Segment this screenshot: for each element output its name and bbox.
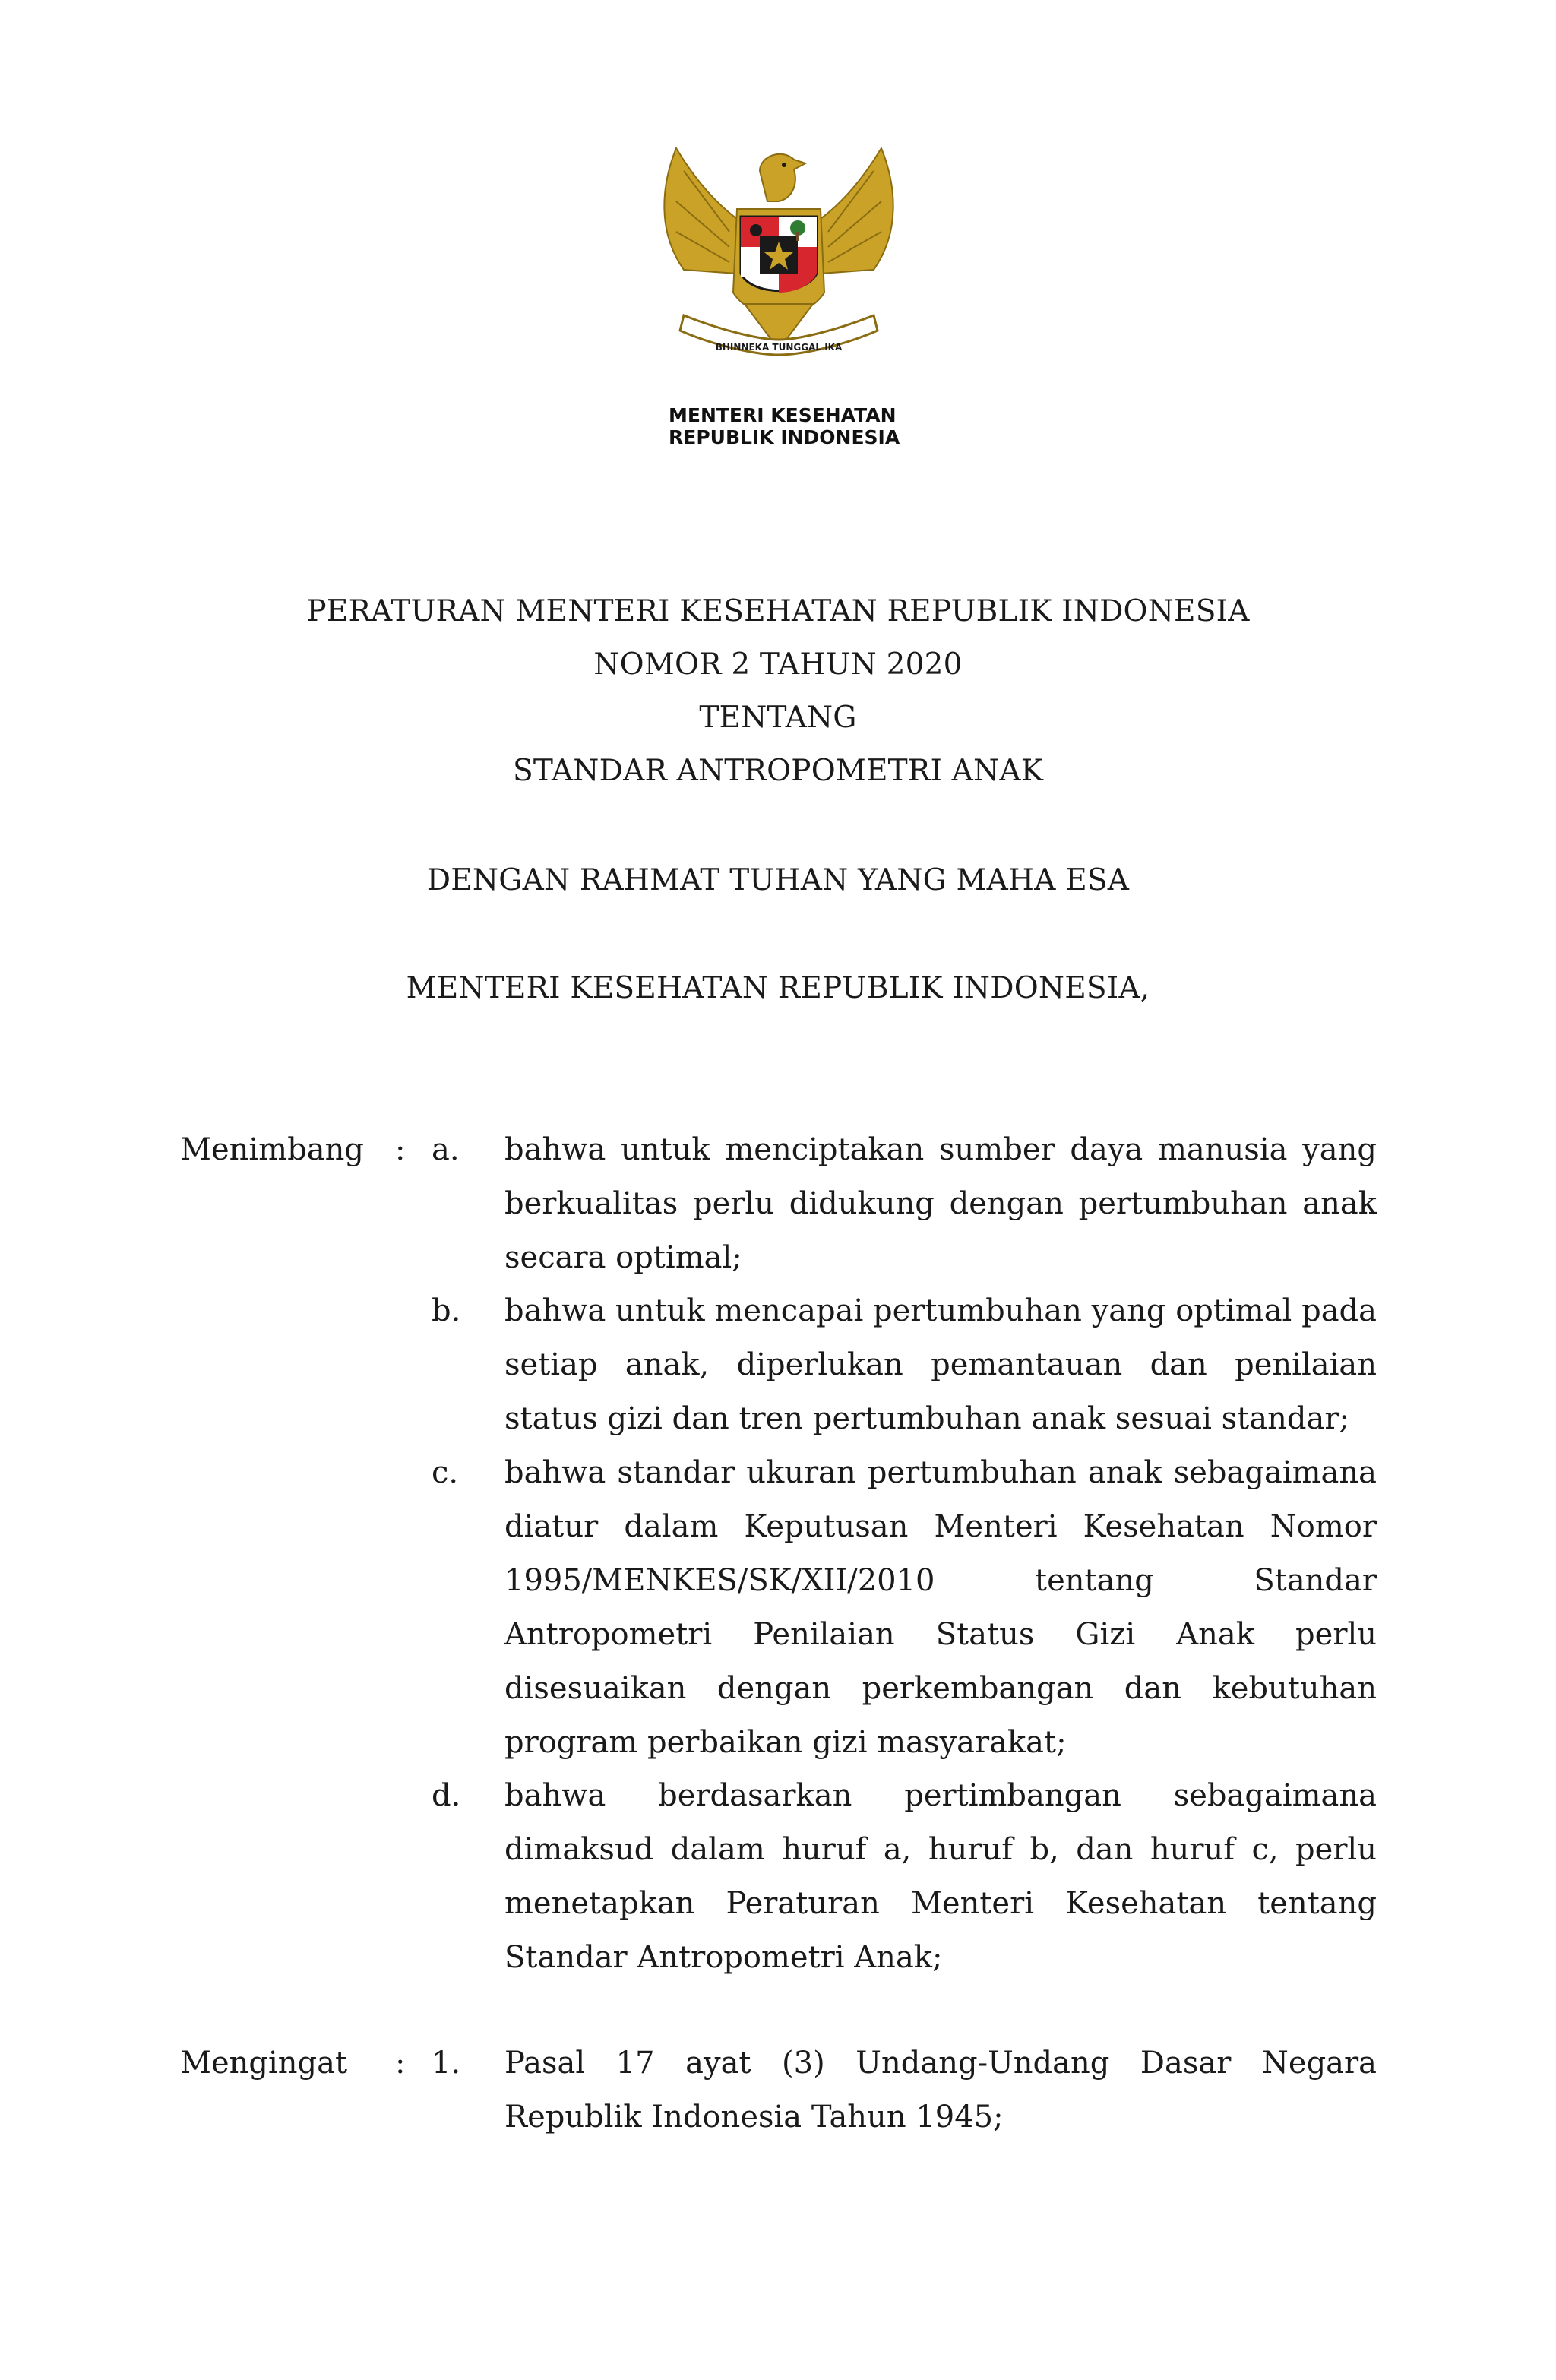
menimbang-item-d: bahwa berdasarkan pertimbangan sebagaimana dimaksud dalam huruf a, huruf b, dan huruf c, perlu menetapkan Peraturan Menteri Kesehatan tentang Standar Antropometri Anak; (504, 1778, 1377, 1975)
menimbang-item-b: bahwa untuk mencapai pertumbuhan yang optimal pada setiap anak, diperlukan pemantauan dan penilaian status gizi dan tren pertumbuhan anak sesuai standar; (504, 1293, 1377, 1436)
menimbang-marker-d: d. (432, 1778, 461, 1813)
regulation-number: NOMOR 2 TAHUN 2020 (593, 647, 963, 682)
mengingat-item-1: Pasal 17 ayat (3) Undang-Undang Dasar Negara Republik Indonesia Tahun 1945; (504, 2046, 1377, 2135)
menimbang-item-a: bahwa untuk menciptakan sumber daya manusia yang berkualitas perlu didukung dengan pertumbuhan anak secara optimal; (504, 1132, 1377, 1275)
emblem-caption (638, 404, 919, 448)
regulation-title: PERATURAN MENTERI KESEHATAN REPUBLIK INDONESIA (306, 594, 1250, 628)
preamble-rahmat: DENGAN RAHMAT TUHAN YANG MAHA ESA (426, 863, 1130, 897)
garuda-emblem-icon (653, 141, 904, 369)
regulation-subject: STANDAR ANTROPOMETRI ANAK (512, 754, 1044, 788)
emblem-caption-line1: MENTERI KESEHATAN (669, 404, 897, 426)
menimbang-marker-c: c. (432, 1455, 459, 1490)
mengingat-label: Mengingat (180, 2046, 348, 2081)
emblem-caption-line2: REPUBLIK INDONESIA (669, 426, 900, 448)
mengingat-marker-1: 1. (432, 2046, 461, 2081)
menimbang-marker-a: a. (432, 1132, 460, 1167)
preamble-menteri: MENTERI KESEHATAN REPUBLIK INDONESIA, (406, 971, 1150, 1005)
menimbang-label: Menimbang (180, 1132, 364, 1167)
menimbang-marker-b: b. (432, 1293, 461, 1328)
menimbang-colon: : (395, 1132, 406, 1167)
emblem-ribbon-text: BHINNEKA TUNGGAL IKA (715, 342, 843, 353)
mengingat-colon: : (395, 2046, 406, 2081)
menimbang-item-c: bahwa standar ukuran pertumbuhan anak sebagaimana diatur dalam Keputusan Menteri Kesehatan Nomor 1995/MENKES/SK/XII/2010 tentang Standar Antropometri Penilaian Status Gizi Anak perlu disesuaikan dengan perkembangan dan kebutuhan program perbaikan gizi masyarakat; (504, 1455, 1377, 1760)
regulation-tentang: TENTANG (699, 701, 857, 735)
